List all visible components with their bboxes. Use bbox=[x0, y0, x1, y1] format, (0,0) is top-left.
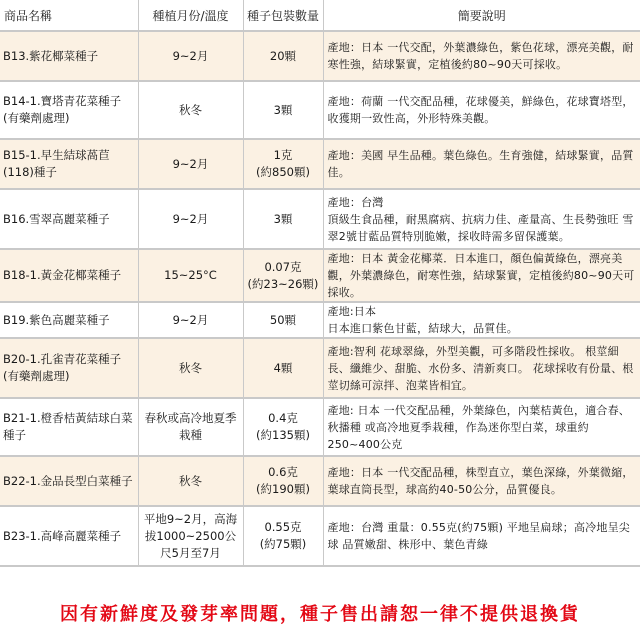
header-package-quantity: 種子包裝數量 bbox=[243, 0, 323, 31]
table-row bbox=[0, 456, 640, 506]
description-cell: 產地: 日本 一代交配品種，外葉綠色，內葉桔黃色，適合春、秋播種 或高冷地夏季栽種，作為迷你型白菜，球重約250~400公克 bbox=[323, 398, 640, 456]
package-quantity-cell: 50顆 bbox=[243, 302, 323, 338]
planting-season-cell: 9~2月 bbox=[138, 189, 243, 249]
header-row bbox=[0, 0, 640, 31]
package-quantity-cell: 0.4克 (約135顆) bbox=[243, 398, 323, 456]
planting-season-cell: 9~2月 bbox=[138, 302, 243, 338]
no-return-notice: 因有新鮮度及發芽率問題，種子售出請恕一律不提供退換貨 bbox=[60, 604, 580, 625]
package-quantity-cell: 0.07克 (約23~26顆) bbox=[243, 249, 323, 302]
table-row bbox=[0, 249, 640, 302]
header-planting-season: 種植月份/溫度 bbox=[138, 0, 243, 31]
description-cell: 產地：日本 一代交配，外葉濃綠色，紫色花球，漂亮美觀，耐寒性強，結球緊實，定植後約80~90天可採收。 bbox=[323, 31, 640, 81]
table-row bbox=[0, 189, 640, 249]
package-quantity-cell: 0.55克 (約75顆) bbox=[243, 506, 323, 566]
package-quantity-cell: 3顆 bbox=[243, 189, 323, 249]
planting-season-cell: 15~25°C bbox=[138, 249, 243, 302]
product-name-cell: B16.雪翠高麗菜種子 bbox=[0, 189, 138, 249]
description-cell: 產地:日本 日本進口紫色甘藍，結球大，品質佳。 bbox=[323, 302, 640, 338]
package-quantity-cell: 20顆 bbox=[243, 31, 323, 81]
description-cell: 產地:智利 花球翠綠，外型美觀，可多階段性採收。 根莖細長、纖維少、甜脆、水份多、清新爽口。 花球採收有份量、根莖切絲可涼拌、泡菜皆相宜。 bbox=[323, 338, 640, 398]
table-row bbox=[0, 302, 640, 338]
package-quantity-cell: 4顆 bbox=[243, 338, 323, 398]
product-name-cell: B15-1.早生結球萵苣(118)種子 bbox=[0, 139, 138, 189]
product-name-cell: B14-1.寶塔青花菜種子(有藥劑處理) bbox=[0, 81, 138, 139]
package-quantity-cell: 0.6克 (約190顆) bbox=[243, 456, 323, 506]
product-name-cell: B23-1.高峰高麗菜種子 bbox=[0, 506, 138, 566]
product-name-cell: B19.紫色高麗菜種子 bbox=[0, 302, 138, 338]
planting-season-cell: 9~2月 bbox=[138, 139, 243, 189]
planting-season-cell: 秋冬 bbox=[138, 338, 243, 398]
planting-season-cell: 秋冬 bbox=[138, 81, 243, 139]
table-row bbox=[0, 338, 640, 398]
package-quantity-cell: 3顆 bbox=[243, 81, 323, 139]
description-cell: 產地：台灣 頂級生食品種，耐黑腐病、抗病力佳、產量高、生長勢強旺 雪翠2號甘藍品質特別脆嫩，採收時需多留保護葉。 bbox=[323, 189, 640, 249]
product-name-cell: B21-1.橙香桔黃結球白菜種子 bbox=[0, 398, 138, 456]
product-name-cell: B13.紫花椰菜種子 bbox=[0, 31, 138, 81]
description-cell: 產地：日本 一代交配品種，株型直立，葉色深綠，外葉微縮，葉球直筒長型，球高約40-50公分，品質優良。 bbox=[323, 456, 640, 506]
table-row bbox=[0, 506, 640, 566]
planting-season-cell: 9~2月 bbox=[138, 31, 243, 81]
header-description: 簡要說明 bbox=[323, 0, 640, 31]
product-name-cell: B22-1.金品長型白菜種子 bbox=[0, 456, 138, 506]
product-name-cell: B20-1.孔雀青花菜種子(有藥劑處理) bbox=[0, 338, 138, 398]
description-cell: 產地：台灣 重量：0.55克(約75顆) 平地呈扁球；高冷地呈尖球 品質嫩甜、株形中、葉色青綠 bbox=[323, 506, 640, 566]
description-cell: 產地：美國 早生品種。葉色綠色。生育強健，結球緊實，品質佳。 bbox=[323, 139, 640, 189]
planting-season-cell: 秋冬 bbox=[138, 456, 243, 506]
table-row bbox=[0, 139, 640, 189]
planting-season-cell: 春秋或高冷地夏季栽種 bbox=[138, 398, 243, 456]
table-row bbox=[0, 398, 640, 456]
package-quantity-cell: 1克 (約850顆) bbox=[243, 139, 323, 189]
description-cell: 產地：荷蘭 一代交配品種，花球優美，鮮綠色，花球寶塔型， 收獲期一致性高，外形特殊美觀。 bbox=[323, 81, 640, 139]
product-name-cell: B18-1.黃金花椰菜種子 bbox=[0, 249, 138, 302]
planting-season-cell: 平地9~2月，高海拔1000~2500公尺5月至7月 bbox=[138, 506, 243, 566]
table-row bbox=[0, 31, 640, 81]
table-row bbox=[0, 81, 640, 139]
description-cell: 產地：日本 黃金花椰菜．日本進口，顏色偏黃綠色，漂亮美觀，外葉濃綠色，耐寒性強，結球緊實，定植後約80~90天可採收。 bbox=[323, 249, 640, 302]
header-product-name: 商品名稱 bbox=[0, 0, 138, 31]
